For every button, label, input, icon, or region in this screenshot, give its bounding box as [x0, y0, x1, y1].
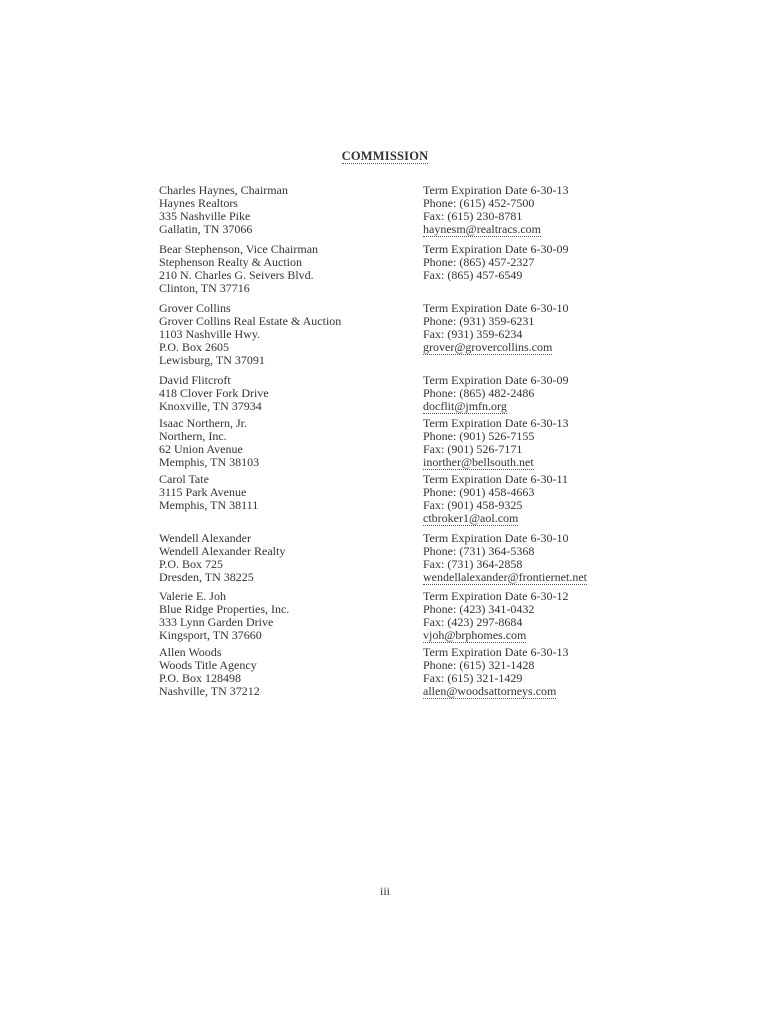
term-expiration: Term Expiration Date 6-30-13 — [423, 645, 569, 659]
email-line — [423, 400, 619, 413]
email-line — [423, 456, 619, 469]
address-line: Grover Collins Real Estate & Auction — [159, 314, 342, 328]
commission-entry — [159, 243, 619, 295]
address-line: Northern, Inc. — [159, 429, 227, 443]
email-link[interactable]: wendellalexander@frontiernet.net — [423, 570, 587, 584]
member-name: Grover Collins — [159, 301, 231, 315]
commission-entry — [159, 646, 619, 698]
member-address-block — [159, 184, 423, 236]
term-expiration: Term Expiration Date 6-30-09 — [423, 373, 569, 387]
member-contact-block — [423, 532, 619, 584]
email-line — [423, 629, 619, 642]
contact-line: Phone: (931) 359-6231 — [423, 314, 535, 328]
member-name: Valerie E. Joh — [159, 589, 226, 603]
member-name: Carol Tate — [159, 472, 209, 486]
commission-entry — [159, 473, 619, 525]
member-address-block — [159, 532, 423, 584]
contact-line: Fax: (423) 297-8684 — [423, 615, 523, 629]
contact-line: Phone: (865) 482-2486 — [423, 386, 535, 400]
email-line — [423, 341, 619, 354]
member-address-block — [159, 243, 423, 295]
member-address-block — [159, 590, 423, 642]
address-line: Stephenson Realty & Auction — [159, 255, 302, 269]
address-line: P.O. Box 2605 — [159, 340, 230, 354]
address-line: Dresden, TN 38225 — [159, 570, 254, 584]
email-link[interactable]: docflit@jmfn.org — [423, 399, 507, 413]
address-line: Nashville, TN 37212 — [159, 684, 260, 698]
address-line: Wendell Alexander Realty — [159, 544, 286, 558]
contact-line: Phone: (901) 458-4663 — [423, 485, 535, 499]
email-link[interactable]: allen@woodsattorneys.com — [423, 684, 557, 698]
member-name: David Flitcroft — [159, 373, 231, 387]
member-address-block — [159, 417, 423, 469]
address-line: Memphis, TN 38103 — [159, 455, 260, 469]
address-line: Knoxville, TN 37934 — [159, 399, 262, 413]
email-link[interactable]: vjoh@brphomes.com — [423, 628, 527, 642]
address-line: Memphis, TN 38111 — [159, 498, 259, 512]
address-line: Blue Ridge Properties, Inc. — [159, 602, 290, 616]
address-line: 335 Nashville Pike — [159, 209, 251, 223]
member-name: Isaac Northern, Jr. — [159, 416, 247, 430]
member-contact-block — [423, 590, 619, 642]
member-contact-block — [423, 243, 619, 295]
member-contact-block — [423, 473, 619, 525]
page-number: iii — [379, 884, 390, 898]
commission-entry — [159, 590, 619, 642]
address-line: P.O. Box 128498 — [159, 671, 242, 685]
address-line: 3115 Park Avenue — [159, 485, 247, 499]
email-link[interactable]: haynesm@realtracs.com — [423, 222, 542, 236]
address-line: P.O. Box 725 — [159, 557, 224, 571]
member-address-block — [159, 302, 423, 367]
contact-line: Phone: (615) 321-1428 — [423, 658, 535, 672]
address-line: Haynes Realtors — [159, 196, 238, 210]
address-line: Lewisburg, TN 37091 — [159, 353, 265, 367]
contact-line: Phone: (901) 526-7155 — [423, 429, 535, 443]
email-line — [423, 571, 619, 584]
term-expiration: Term Expiration Date 6-30-11 — [423, 472, 569, 486]
commission-entry — [159, 302, 619, 367]
term-expiration: Term Expiration Date 6-30-13 — [423, 183, 569, 197]
contact-line: Fax: (615) 230-8781 — [423, 209, 523, 223]
member-contact-block — [423, 302, 619, 367]
member-contact-block — [423, 646, 619, 698]
contact-line: Fax: (931) 359-6234 — [423, 327, 523, 341]
member-name: Allen Woods — [159, 645, 222, 659]
contact-line: Phone: (865) 457-2327 — [423, 255, 535, 269]
member-contact-block — [423, 374, 619, 413]
address-line: 62 Union Avenue — [159, 442, 243, 456]
term-expiration: Term Expiration Date 6-30-10 — [423, 301, 569, 315]
contact-line: Fax: (731) 364-2858 — [423, 557, 523, 571]
term-expiration: Term Expiration Date 6-30-13 — [423, 416, 569, 430]
email-line — [423, 223, 619, 236]
page-heading: COMMISSION — [341, 149, 429, 163]
email-link[interactable]: ctbroker1@aol.com — [423, 511, 519, 525]
commission-entry — [159, 417, 619, 469]
address-line: Gallatin, TN 37066 — [159, 222, 253, 236]
contact-line: Fax: (901) 526-7171 — [423, 442, 523, 456]
email-link[interactable]: inorther@bellsouth.net — [423, 455, 534, 469]
email-line — [423, 685, 619, 698]
commission-entry — [159, 374, 619, 413]
member-contact-block — [423, 184, 619, 236]
address-line: 418 Clover Fork Drive — [159, 386, 269, 400]
member-contact-block — [423, 417, 619, 469]
contact-line: Phone: (423) 341-0432 — [423, 602, 535, 616]
commission-members-list — [159, 179, 619, 698]
contact-line: Phone: (615) 452-7500 — [423, 196, 535, 210]
term-expiration: Term Expiration Date 6-30-12 — [423, 589, 569, 603]
address-line: 210 N. Charles G. Seivers Blvd. — [159, 268, 314, 282]
address-line: 333 Lynn Garden Drive — [159, 615, 274, 629]
member-name: Bear Stephenson, Vice Chairman — [159, 242, 319, 256]
member-address-block — [159, 374, 423, 413]
member-name: Wendell Alexander — [159, 531, 251, 545]
contact-line: Phone: (731) 364-5368 — [423, 544, 535, 558]
commission-entry — [159, 532, 619, 584]
address-line: Woods Title Agency — [159, 658, 257, 672]
term-expiration: Term Expiration Date 6-30-10 — [423, 531, 569, 545]
email-line — [423, 512, 619, 525]
contact-line: Fax: (615) 321-1429 — [423, 671, 523, 685]
member-address-block — [159, 646, 423, 698]
term-expiration: Term Expiration Date 6-30-09 — [423, 242, 569, 256]
email-link[interactable]: grover@grovercollins.com — [423, 340, 553, 354]
address-line: 1103 Nashville Hwy. — [159, 327, 261, 341]
member-address-block — [159, 473, 423, 525]
address-line: Clinton, TN 37716 — [159, 281, 250, 295]
address-line: Kingsport, TN 37660 — [159, 628, 262, 642]
contact-line: Fax: (901) 458-9325 — [423, 498, 523, 512]
commission-entry — [159, 184, 619, 236]
contact-line: Fax: (865) 457-6549 — [423, 268, 523, 282]
member-name: Charles Haynes, Chairman — [159, 183, 288, 197]
